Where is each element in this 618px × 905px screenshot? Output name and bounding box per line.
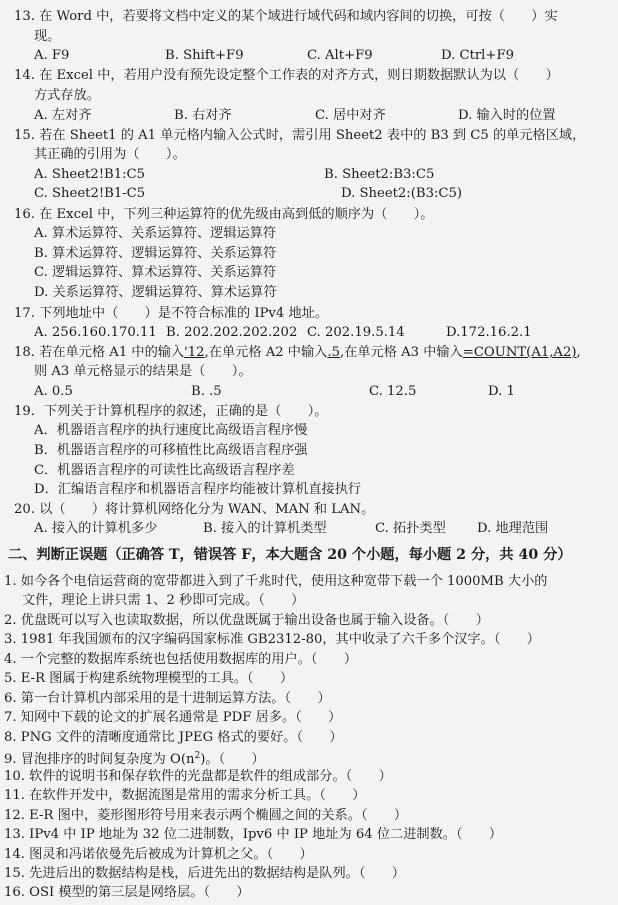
- q20-option-a: A. 接入的计算机多少: [34, 521, 158, 536]
- q18-value-a3: =COUNT(A1,A2): [462, 345, 577, 360]
- q13-option-a: A. F9: [34, 48, 70, 63]
- q20-option-d: D. 地理范围: [477, 521, 549, 536]
- q20-option-c: C. 拓扑类型: [375, 521, 446, 536]
- q18-stem-pre: 18. 若在单元格 A1 中的输入: [14, 345, 185, 360]
- q16-option-a: A. 算术运算符、关系运算符、逻辑运算符: [34, 226, 277, 241]
- q17-option-b: B. 202.202.202.202: [166, 325, 298, 340]
- q15-option-b: B. Sheet2:B3:C5: [324, 167, 435, 182]
- question-14-stem: 14. 在 Excel 中，若用户没有预先设定整个工作表的对齐方式，则日期数据默认为以（ ）: [14, 68, 559, 83]
- judge-item-2: 2. 优盘既可以写入也读取数据，所以优盘既属于输出设备也属于输入设备。（ ）: [4, 613, 489, 628]
- q15-option-d: D. Sheet2:(B3:C5): [341, 186, 463, 201]
- q18-stem-mid: ,在单元格 A2 中输入: [204, 345, 328, 360]
- judge-item-9-exponent: 2: [194, 751, 201, 761]
- judge-item-3: 3. 1981 年我国颁布的汉字编码国家标准 GB2312-80，其中收录了六千多个汉字。（ ）: [4, 632, 540, 647]
- q19-option-d: D．汇编语言程序和机器语言程序均能被计算机直接执行: [34, 482, 362, 497]
- q14-option-c: C. 居中对齐: [315, 108, 386, 123]
- judge-item-11: 11. 在软件开发中，数据流图是常用的需求分析工具。（ ）: [4, 788, 366, 803]
- q20-option-b: B. 接入的计算机类型: [203, 521, 327, 536]
- q16-option-d: D. 关系运算符、逻辑运算符、算术运算符: [34, 285, 277, 300]
- q15-option-a: A. Sheet2!B1:C5: [34, 167, 146, 182]
- q18-option-a: A. 0.5: [34, 384, 73, 399]
- q19-option-c: C．机器语言程序的可读性比高级语言程序差: [34, 463, 295, 478]
- q15-option-c: C. Sheet2!B1-C5: [34, 186, 146, 201]
- q14-option-d: D. 输入时的位置: [458, 108, 556, 123]
- q17-option-d: D.172.16.2.1: [446, 325, 532, 340]
- judge-item-13: 13. IPv4 中 IP 地址为 32 位二进制数，Ipv6 中 IP 地址为 64 位二进制数。（ ）: [4, 827, 503, 842]
- q18-value-a2: .5: [327, 345, 340, 360]
- q18-option-b: B. .5: [191, 384, 222, 399]
- question-17-stem: 17. 下列地址中（ ）是不符合标准的 IPv4 地址。: [14, 306, 329, 321]
- judge-item-9-pre: 9. 冒泡排序的时间复杂度为 O(n: [4, 752, 195, 767]
- judge-item-10: 10. 软件的说明书和保存软件的光盘都是软件的组成部分。（ ）: [4, 769, 392, 784]
- judge-item-7: 7. 知网中下载的论文的扩展名通常是 PDF 居多。（ ）: [4, 710, 342, 725]
- q14-option-b: B. 右对齐: [174, 108, 232, 123]
- q13-option-b: B. Shift+F9: [165, 48, 244, 63]
- question-14-continuation: 方式存放。: [34, 88, 100, 103]
- q16-option-c: C. 逻辑运算符、算术运算符、关系运算符: [34, 265, 277, 280]
- question-18-stem: [14, 343, 581, 362]
- q18-stem-mid2: ,在单元格 A3 中输入: [339, 345, 463, 360]
- question-16-stem: 16. 在 Excel 中，下列三种运算符的优先级由高到低的顺序为（ ）。: [14, 207, 434, 222]
- section-2-heading: 二、判断正误题（正确答 T，错误答 F，本大题含 20 个小题，每小题 2 分，共 40 分）: [8, 547, 572, 563]
- question-18-continuation: 则 A3 单元格显示的结果是（ ）。: [34, 364, 252, 379]
- judge-item-6: 6. 第一台计算机内部采用的是十进制运算方法。（ ）: [4, 691, 331, 706]
- question-20-stem: 20. 以（ ）将计算机网络化分为 WAN、MAN 和 LAN。: [14, 502, 375, 517]
- question-15-stem: 15. 若在 Sheet1 的 A1 单元格内输入公式时，需引用 Sheet2 表中的 B3 到 C5 的单元格区域，: [14, 128, 586, 143]
- question-15-continuation: 其正确的引用为（ ）。: [34, 147, 186, 162]
- q13-option-c: C. Alt+F9: [307, 48, 373, 63]
- judge-item-9: [4, 747, 265, 769]
- q18-option-c: C. 12.5: [369, 384, 417, 399]
- question-19-stem: 19．下列关于计算机程序的叙述，正确的是（ ）。: [14, 404, 328, 419]
- question-13-continuation: 现。: [34, 29, 61, 44]
- q13-option-d: D. Ctrl+F9: [441, 48, 514, 63]
- q18-option-d: D. 1: [488, 384, 515, 399]
- judge-item-15: 15. 先进后出的数据结构是栈，后进先出的数据结构是队列。（ ）: [4, 866, 405, 881]
- judge-item-8: 8. PNG 文件的清晰度通常比 JPEG 格式的要好。（ ）: [4, 730, 343, 745]
- q18-value-a1: '12: [184, 345, 205, 360]
- q19-option-a: A．机器语言程序的执行速度比高级语言程序慢: [34, 423, 308, 438]
- q16-option-b: B. 算术运算符、逻辑运算符、关系运算符: [34, 246, 277, 261]
- judge-item-12: 12. E-R 图中，菱形图形符号用来表示两个椭圆之间的关系。（ ）: [4, 808, 408, 823]
- judge-item-4: 4. 一个完整的数据库系统也包括使用数据库的用户。（ ）: [4, 652, 358, 667]
- judge-item-1: 1. 如今各个电信运营商的宽带都进入到了千兆时代，使用这种宽带下载一个 1000MB 大小的: [4, 574, 548, 589]
- judge-item-14: 14. 图灵和冯诺依曼先后被成为计算机之父。（ ）: [4, 847, 313, 862]
- q17-option-c: C. 202.19.5.14: [307, 325, 405, 340]
- judge-item-5: 5. E-R 图属于构建系统物理模型的工具。（ ）: [4, 671, 294, 686]
- q17-option-a: A. 256.160.170.11: [34, 325, 157, 340]
- question-13-stem: 13. 在 Word 中，若要将文档中定义的某个域进行域代码和域内容间的切换，可按（ ）实: [14, 9, 558, 24]
- judge-item-16: 16. OSI 模型的第三层是网络层。（ ）: [4, 885, 250, 900]
- q18-stem-end: ,: [576, 345, 581, 360]
- judge-item-9-post: )。（ ）: [200, 752, 265, 767]
- q14-option-a: A. 左对齐: [34, 108, 92, 123]
- judge-item-1-continuation: 文件，理论上讲只需 1、2 秒即可完成。（ ）: [22, 593, 305, 608]
- q19-option-b: B．机器语言程序的可移植性比高级语言程序强: [34, 443, 308, 458]
